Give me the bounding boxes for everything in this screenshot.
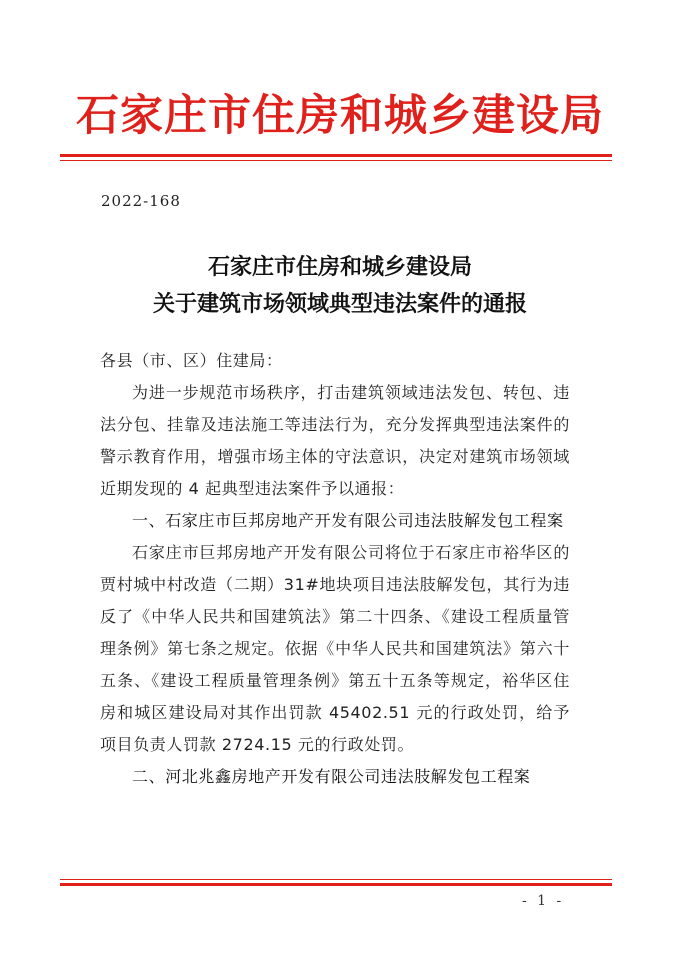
case-1-paragraph: 石家庄市巨邦房地产开发有限公司将位于石家庄市裕华区的贾村城中村改造（二期）31#地块项目违法肢解发包，其行为违反了《中华人民共和国建筑法》第二十四条、《建设工程质量管理条例》第七条之规定。依据《中华人民共和国建筑法》第六十五条、《建设工程质量管理条例》第五十五条等规定，裕华区住房和城区建设局对其作出罚款 45402.51 元的行政处罚，给予项目负责人罚款 2724.15 元的行政处罚。 [100, 543, 570, 754]
title-line-2: 关于建筑市场领域典型违法案件的通报 [152, 291, 527, 317]
case-1-heading: 一、石家庄市巨邦房地产开发有限公司违法肢解发包工程案 [132, 511, 564, 530]
agency-masthead: 石家庄市住房和城乡建设局 [76, 91, 604, 141]
masthead-rule-thick [60, 154, 612, 157]
document-number: 2022-168 [101, 192, 181, 210]
document-title [0, 249, 680, 323]
document-body [100, 345, 570, 793]
footer-rule-thick [60, 883, 612, 886]
footer-rule-thin [60, 879, 612, 880]
masthead-rule-thin [60, 160, 612, 161]
intro-paragraph: 为进一步规范市场秩序，打击建筑领域违法发包、转包、违法分包、挂靠及违法施工等违法行为，充分发挥典型违法案件的警示教育作用，增强市场主体的守法意识，决定对建筑市场领域近期发现的 4 起典型违法案件予以通报： [100, 383, 570, 498]
title-line-1: 石家庄市住房和城乡建设局 [207, 254, 472, 280]
page-number: - 1 - [522, 893, 565, 909]
case-2-heading: 二、河北兆鑫房地产开发有限公司违法肢解发包工程案 [132, 767, 531, 786]
salutation: 各县（市、区）住建局： [100, 351, 283, 370]
